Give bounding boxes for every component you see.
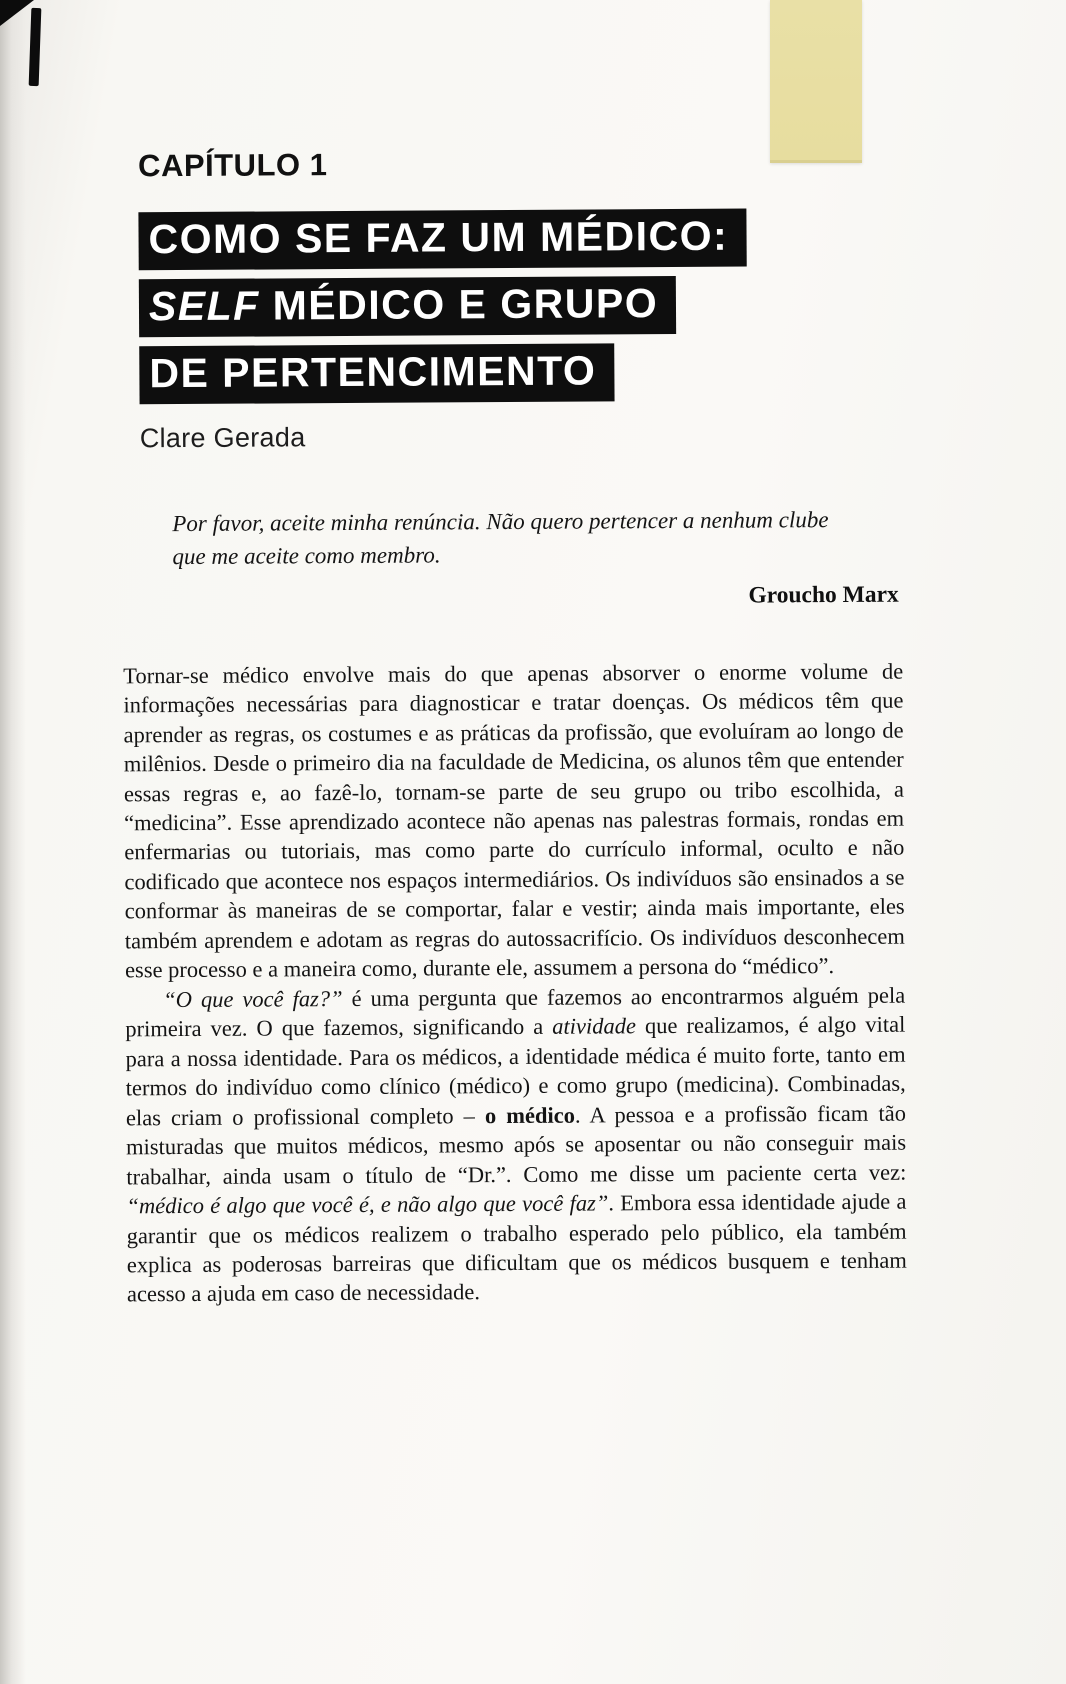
text-segment: que realizamos, é algo vital para a nossa identidade. Para os médicos, a identidade médica é muito forte, tanto em termos do indivíduo como clínico (médico) e como grupo (medicina). Combinadas, elas criam o profissional completo – xyxy=(125,1011,906,1131)
paragraph xyxy=(123,656,905,985)
title-bar xyxy=(139,343,614,404)
text-segment: “O que você faz?” xyxy=(163,985,343,1012)
title-bar xyxy=(138,208,746,270)
chapter-title xyxy=(120,207,901,404)
text-segment: atividade xyxy=(552,1013,637,1040)
title-bar xyxy=(139,276,677,337)
text-segment: SELF xyxy=(148,282,260,329)
text-segment: “médico é algo que você é, e não algo que você faz” xyxy=(126,1190,609,1219)
sticky-note-tab xyxy=(770,0,862,163)
text-segment: Por favor, aceite minha renúncia. Não quero pertencer a nenhum clube que me aceite como membro. xyxy=(172,507,829,570)
body-text xyxy=(123,656,907,1309)
text-segment: é uma pergunta que fazemos ao encontrarmos alguém pela primeira vez. O que fazemos, significando a xyxy=(125,982,906,1042)
text-segment: o médico xyxy=(484,1102,576,1128)
author-name: Clare Gerada xyxy=(139,422,306,454)
text-segment: . Embora essa identidade ajude a garantir que os médicos realizem o trabalho esperado pelo público, ela também explica as poderosas barreiras que dificultam que os médicos busquem e tenham acesso a ajuda em caso de necessidade. xyxy=(126,1188,907,1307)
text-segment: DE PERTENCIMENTO xyxy=(149,347,597,397)
title-bar-line xyxy=(138,207,900,270)
text-segment: COMO SE FAZ UM MÉDICO: xyxy=(148,212,729,262)
text-segment: Tornar-se médico envolve mais do que apenas absorver o enorme volume de informações necessárias para diagnosticar e tratar doenças. Os médicos têm que aprender as regras, os costumes e as práticas da profissão, que evoluíram ao longo de milênios. Desde o primeiro dia na faculdade de Medicina, os alunos têm que entender essas regras e, ao fazê-lo, tornam-se parte de seu grupo ou tribo escolhida, a “medicina”. Esse aprendizado acontece não apenas nas palestras formais, rondas em enfermarias ou tutoriais, mas como parte do currículo informal, oculto e não codificado que acontece nos espaços intermediários. Os indivíduos são ensinados a se conformar às maneiras de se comportar, falar e vestir; ainda mais importante, eles também aprendem e adotam as regras do autossacrifício. Os indivíduos desconhecem esse processo e a maneira como, durante ele, assumem a persona do “médico”. xyxy=(123,658,905,983)
chapter-label: CAPÍTULO 1 xyxy=(138,147,328,184)
title-bar-line xyxy=(139,341,901,404)
title-bar-line xyxy=(139,274,901,337)
epigraph xyxy=(122,504,903,613)
scan-edge-mark xyxy=(29,8,42,86)
text-segment: MÉDICO E GRUPO xyxy=(259,279,659,329)
epigraph-attribution: Groucho Marx xyxy=(748,581,899,609)
paragraph xyxy=(125,980,907,1309)
text-segment: . A pessoa e a profissão ficam tão misturadas que muitos médicos, mesmo após se aposentar ou não conseguir mais trabalhar, ainda usam o título de “Dr.”. Como me disse um paciente certa vez: xyxy=(126,1100,907,1189)
page-content xyxy=(120,144,907,1310)
scan-left-edge-shadow xyxy=(0,0,26,1684)
epigraph-text xyxy=(172,504,862,574)
